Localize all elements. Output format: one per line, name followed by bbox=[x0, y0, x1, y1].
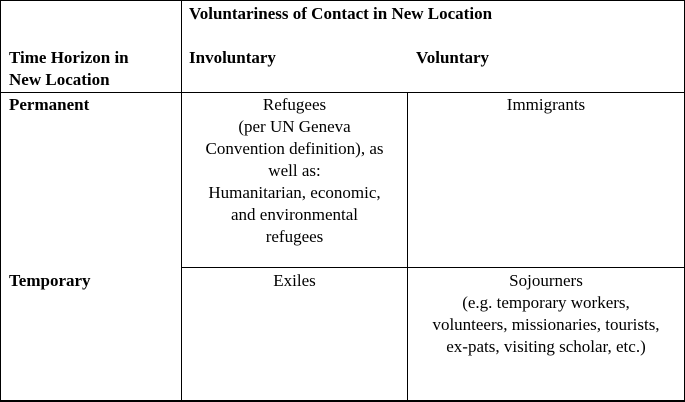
cell-line: volunteers, missionaries, tourists, bbox=[432, 315, 660, 334]
divider-row bbox=[181, 267, 685, 268]
table-border-left bbox=[0, 0, 1, 402]
row-header-line-2: New Location bbox=[9, 70, 110, 89]
cell-line: (per UN Geneva bbox=[238, 117, 351, 136]
cell-line: Humanitarian, economic, bbox=[208, 183, 381, 202]
cell-line: and environmental bbox=[231, 205, 358, 224]
cell-line: Exiles bbox=[273, 271, 316, 290]
divider-header bbox=[0, 92, 685, 93]
cell-line: Convention definition), as bbox=[205, 139, 384, 158]
cell-line: refugees bbox=[265, 227, 324, 246]
cell-line: well as: bbox=[268, 161, 321, 180]
row-label-permanent: Permanent bbox=[9, 95, 90, 114]
row-header-line-1: Time Horizon in bbox=[9, 48, 129, 67]
row-header-heading bbox=[9, 47, 129, 91]
row-label-temporary: Temporary bbox=[9, 271, 91, 290]
cell-temporary-voluntary bbox=[408, 270, 684, 358]
column-heading-involuntary: Involuntary bbox=[189, 48, 276, 67]
cell-line: Immigrants bbox=[506, 95, 586, 114]
table-border-top bbox=[0, 0, 685, 1]
cell-line: ex-pats, visiting scholar, etc.) bbox=[446, 337, 646, 356]
column-group-heading: Voluntariness of Contact in New Location bbox=[189, 4, 493, 23]
cell-line: Refugees bbox=[262, 95, 327, 114]
cell-permanent-voluntary bbox=[408, 94, 684, 116]
cell-line: (e.g. temporary workers, bbox=[462, 293, 630, 312]
cell-line: Sojourners bbox=[509, 271, 583, 290]
cell-temporary-involuntary bbox=[182, 270, 407, 292]
cell-permanent-involuntary bbox=[182, 94, 407, 248]
column-heading-voluntary: Voluntary bbox=[416, 48, 490, 67]
